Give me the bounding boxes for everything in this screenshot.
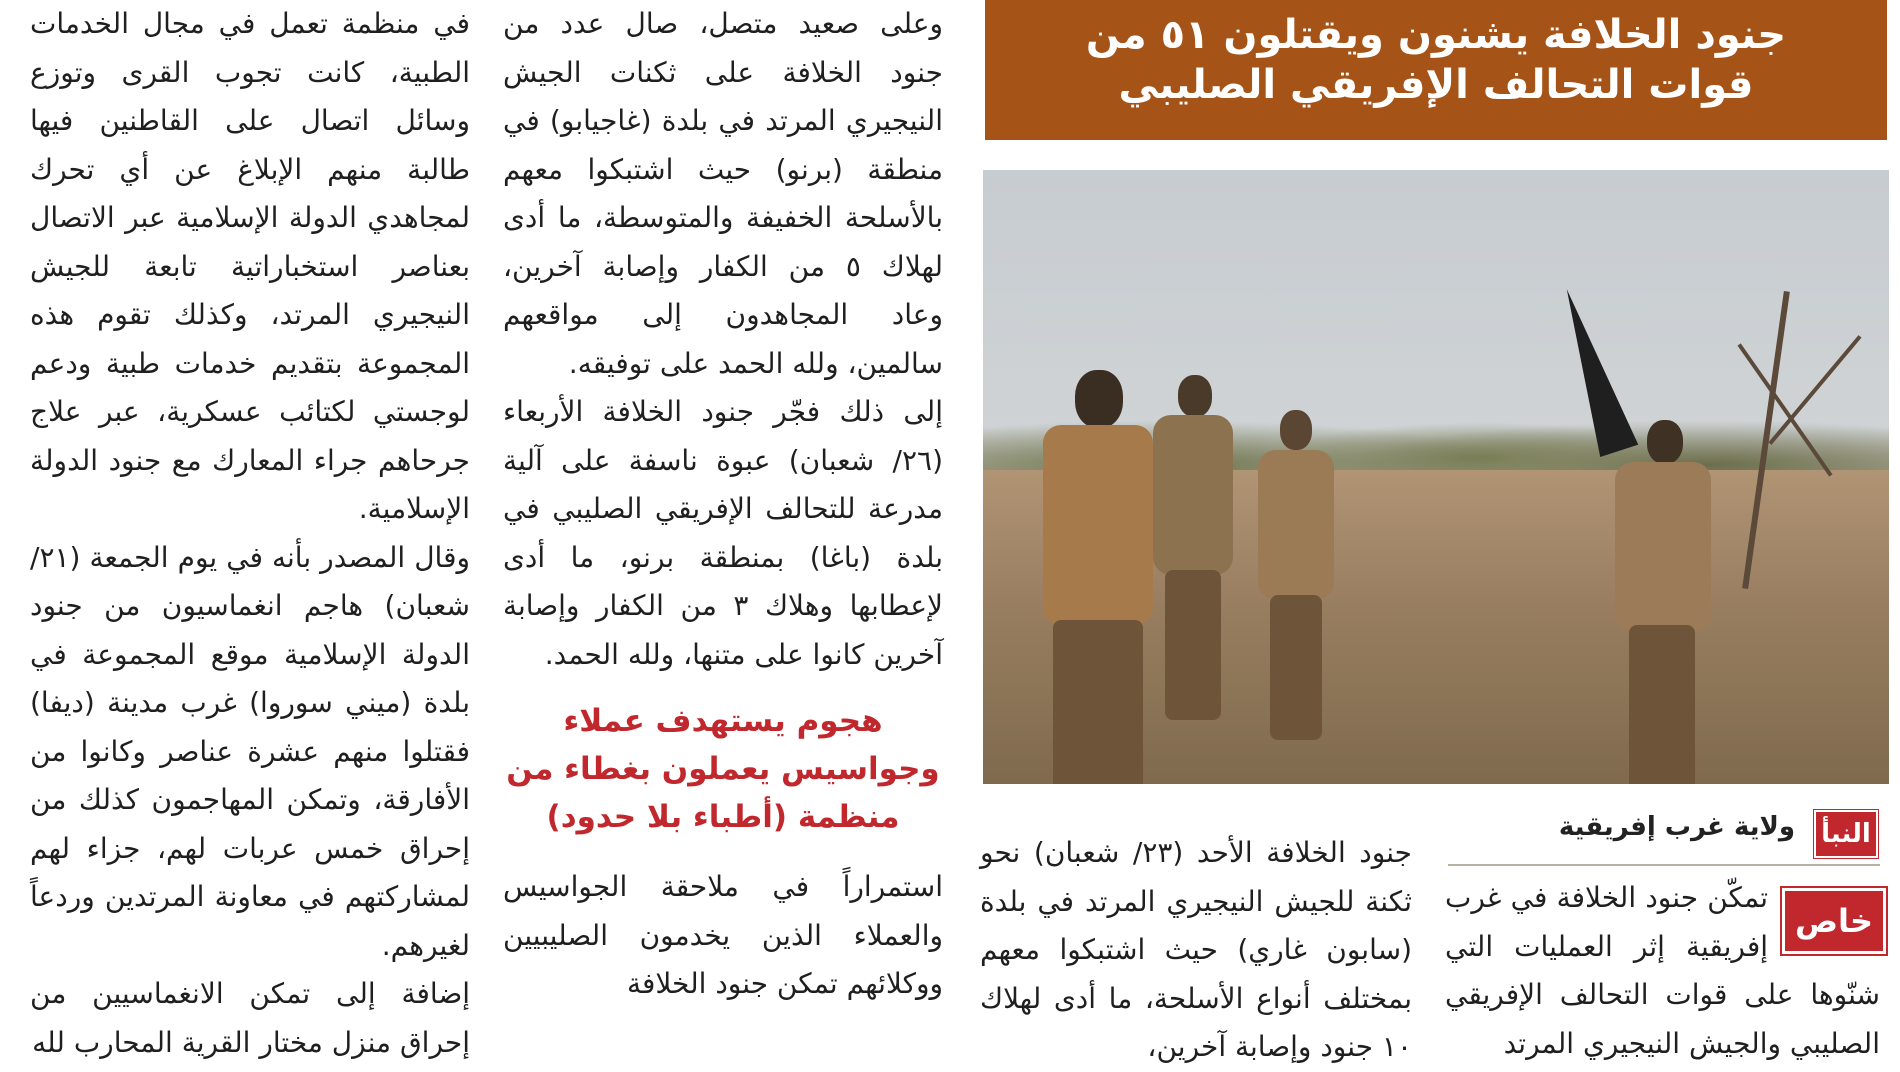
news-photo <box>983 170 1889 784</box>
publication-logo: النبأ <box>1814 810 1878 858</box>
headline-line-1: جنود الخلافة يشنون ويقتلون ٥١ من <box>1085 12 1787 58</box>
paragraph: إلى ذلك فجّر جنود الخلافة الأربعاء (٢٦/ شعبان) عبوة ناسفة على آلية مدرعة للتحالف الإفريقي الصليبي في بلدة (باغا) بمنطقة برنو، ما أدى لإعطابها وهلاك ٣ من الكفار وإصابة آخرين كانوا على متنها، ولله الحمد. <box>503 395 944 671</box>
exclusive-badge: خاص <box>1782 888 1886 954</box>
fighter-figure <box>1143 375 1243 735</box>
section-subheading: هجوم يستهدف عملاء وجواسيس يعملون بغطاء من منظمة (أطباء بلا حدود) <box>506 703 940 835</box>
headline-banner <box>985 0 1887 140</box>
article-column-middle <box>503 0 943 1069</box>
paragraph: إضافة إلى تمكن الانغماسيين من إحراق منزل مختار القرية المحارب لله <box>30 977 470 1059</box>
article-column-right-1 <box>980 829 1412 1069</box>
fighter-figure <box>1603 420 1723 784</box>
byline <box>1448 810 1880 860</box>
byline-divider <box>1448 864 1880 866</box>
paragraph: وقال المصدر بأنه في يوم الجمعة (٢١/شعبان) هاجم انغماسيون من جنود الدولة الإسلامية موقع المجموعة في بلدة (ميني سوروا) غرب مدينة (ديفا) فقتلوا منهم عشرة عناصر وكانوا من الأفارقة، وتمكن المهاجمون كذلك من إحراق خمس عربات لهم، جزاء لهم لمشاركتهم في معاونة المرتدين وردعاً لغيرهم. <box>30 540 470 962</box>
headline-line-2: قوات التحالف الإفريقي الصليبي <box>1118 62 1754 108</box>
paragraph: في منظمة تعمل في مجال الخدمات الطبية، كانت تجوب القرى وتوزع وسائل اتصال على القاطنين فيها طالبة منهم الإبلاغ عن أي تحرك لمجاهدي الدولة الإسلامية عبر الاتصال بعناصر استخباراتية تابعة للجيش النيجيري المرتد، وكذلك تقوم هذه المجموعة بتقديم خدمات طبية ودعم لوجستي لكتائب عسكرية، عبر علاج جرحاهم جراء المعارك مع جنود الدولة الإسلامية. <box>30 7 470 525</box>
article-column-left <box>30 0 470 1069</box>
paragraph: تمكّن جنود الخلافة في غرب إفريقية إثر العمليات التي شنّوها على قوات التحالف الإفريقي الصليبي والجيش النيجيري المرتد <box>1445 881 1880 1060</box>
paragraph: وعلى صعيد متصل، صال عدد من جنود الخلافة على ثكنات الجيش النيجيري المرتد في بلدة (غاجيابو) في منطقة (برنو) حيث اشتبكوا معهم بالأسلحة الخفيفة والمتوسطة، ما أدى لهلاك ٥ من الكفار وإصابة آخرين، وعاد المجاهدون إلى مواقعهم سالمين، ولله الحمد على توفيقه. <box>503 7 944 380</box>
paragraph: جنود الخلافة الأحد (٢٣/ شعبان) نحو ثكنة للجيش النيجيري المرتد في بلدة (سابون غاري) حيث اشتبكوا معهم بمختلف أنواع الأسلحة، ما أدى لهلاك ١٠ جنود وإصابة آخرين، <box>980 836 1412 1063</box>
paragraph: استمراراً في ملاحقة الجواسيس والعملاء الذين يخدمون الصليبيين ووكلائهم تمكن جنود الخلافة <box>503 870 943 1000</box>
province-label: ولاية غرب إفريقية <box>1558 812 1795 842</box>
fighter-figure <box>1248 410 1343 750</box>
